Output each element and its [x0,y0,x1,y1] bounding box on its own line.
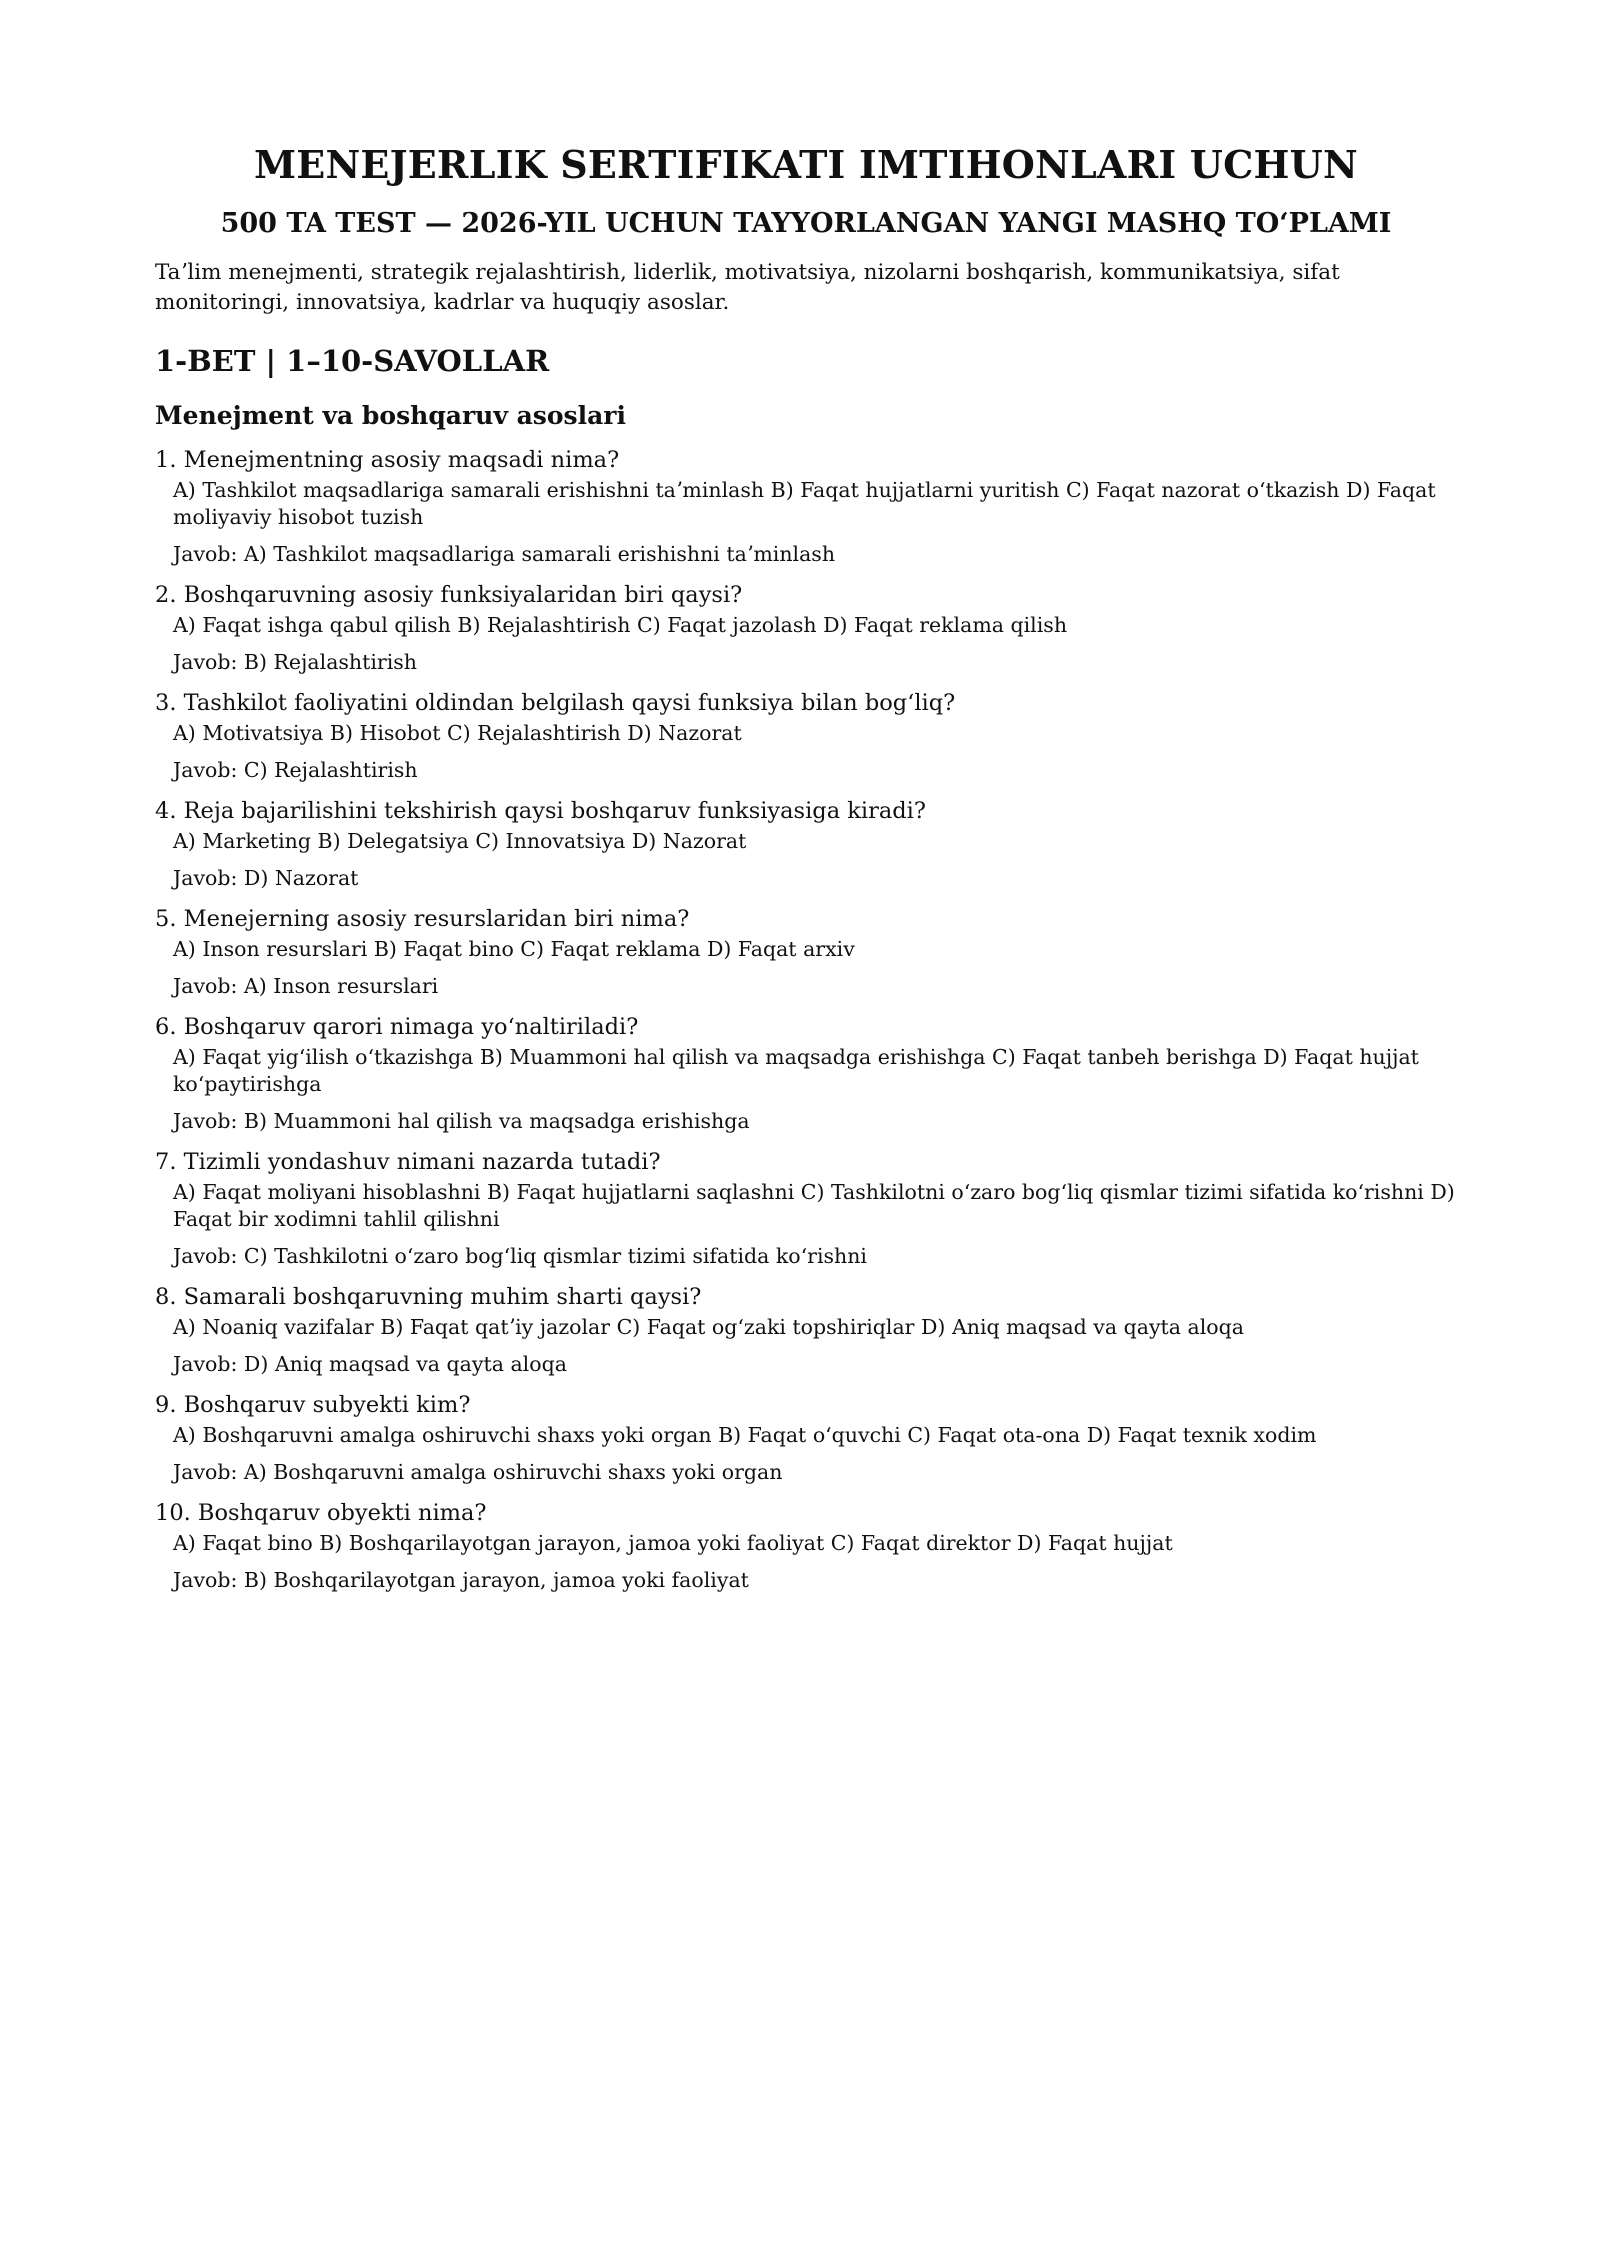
question-answer: Javob: C) Rejalashtirish [173,757,418,782]
question-text: 4. Reja bajarilishini tekshirish qaysi boshqaruv funksiyasiga kiradi? [155,797,926,824]
question-options: A) Faqat bino B) Boshqarilayotgan jarayon, jamoa yoki faoliyat C) Faqat direktor D) Faqat hujjat [173,1530,1173,1555]
question-answer: Javob: D) Aniq maqsad va qayta aloqa [173,1351,567,1376]
question-options: A) Boshqaruvni amalga oshiruvchi shaxs yoki organ B) Faqat oʻquvchi C) Faqat ota-ona D) Faqat texnik xodim [173,1422,1317,1447]
question-options: A) Faqat ishga qabul qilish B) Rejalashtirish C) Faqat jazolash D) Faqat reklama qilish [173,612,1068,637]
question-item [155,1390,1457,1486]
question-text: 7. Tizimli yondashuv nimani nazarda tutadi? [155,1148,661,1175]
document-page [155,130,1457,1606]
question-options: A) Tashkilot maqsadlariga samarali erishishni taʼminlash B) Faqat hujjatlarni yuritish C) Faqat nazorat oʻtkazish D) Faqat moliyaviy hisobot tuzish [173,477,1436,529]
question-text: 3. Tashkilot faoliyatini oldindan belgilash qaysi funksiya bilan bogʻliq? [155,689,956,716]
question-answer: Javob: B) Muammoni hal qilish va maqsadga erishishga [173,1108,750,1133]
question-item [155,796,1457,892]
question-item [155,1147,1457,1270]
question-options: A) Faqat moliyani hisoblashni B) Faqat hujjatlarni saqlashni C) Tashkilotni oʻzaro bogʻliq qismlar tizimi sifatida koʻrishni D) Faqat bir xodimni tahlil qilishni [173,1179,1455,1231]
question-answer: Javob: B) Boshqarilayotgan jarayon, jamoa yoki faoliyat [173,1567,749,1592]
document-title: MENEJERLIK SERTIFIKATI IMTIHONLARI UCHUN [254,142,1358,187]
intro-paragraph: Taʼlim menejmenti, strategik rejalashtirish, liderlik, motivatsiya, nizolarni boshqarish, kommunikatsiya, sifat monitoringi, innovatsiya, kadrlar va huquqiy asoslar. [155,259,1340,315]
question-text: 8. Samarali boshqaruvning muhim sharti qaysi? [155,1283,702,1310]
question-item [155,1012,1457,1135]
question-text: 2. Boshqaruvning asosiy funksiyalaridan biri qaysi? [155,581,743,608]
question-options: A) Inson resurslari B) Faqat bino C) Faqat reklama D) Faqat arxiv [173,936,855,961]
question-answer: Javob: A) Tashkilot maqsadlariga samarali erishishni taʼminlash [173,541,836,566]
question-item [155,445,1457,568]
question-text: 5. Menejerning asosiy resurslaridan biri nima? [155,905,690,932]
question-text: 10. Boshqaruv obyekti nima? [155,1499,487,1526]
question-options: A) Noaniq vazifalar B) Faqat qatʼiy jazolar C) Faqat ogʻzaki topshiriqlar D) Aniq maqsad va qayta aloqa [173,1314,1244,1339]
question-list [155,445,1457,1594]
question-item [155,904,1457,1000]
question-answer: Javob: C) Tashkilotni oʻzaro bogʻliq qismlar tizimi sifatida koʻrishni [173,1243,867,1268]
question-text: 1. Menejmentning asosiy maqsadi nima? [155,446,620,473]
section-title: 1-BET | 1–10-SAVOLLAR [155,343,550,378]
question-answer: Javob: A) Boshqaruvni amalga oshiruvchi shaxs yoki organ [173,1459,783,1484]
question-answer: Javob: D) Nazorat [173,865,359,890]
question-text: 6. Boshqaruv qarori nimaga yoʻnaltiriladi? [155,1013,639,1040]
question-item [155,1498,1457,1594]
question-item [155,1282,1457,1378]
subsection-title: Menejment va boshqaruv asoslari [155,400,626,430]
question-options: A) Motivatsiya B) Hisobot C) Rejalashtirish D) Nazorat [173,720,742,745]
question-item [155,688,1457,784]
question-answer: Javob: A) Inson resurslari [173,973,439,998]
question-item [155,580,1457,676]
document-subtitle: 500 TA TEST — 2026-YIL UCHUN TAYYORLANGAN YANGI MASHQ TOʻPLAMI [220,207,1392,239]
question-options: A) Faqat yigʻilish oʻtkazishga B) Muammoni hal qilish va maqsadga erishishga C) Faqat tanbeh berishga D) Faqat hujjat koʻpaytirishga [173,1044,1419,1096]
question-text: 9. Boshqaruv subyekti kim? [155,1391,471,1418]
question-answer: Javob: B) Rejalashtirish [173,649,418,674]
question-options: A) Marketing B) Delegatsiya C) Innovatsiya D) Nazorat [173,828,747,853]
